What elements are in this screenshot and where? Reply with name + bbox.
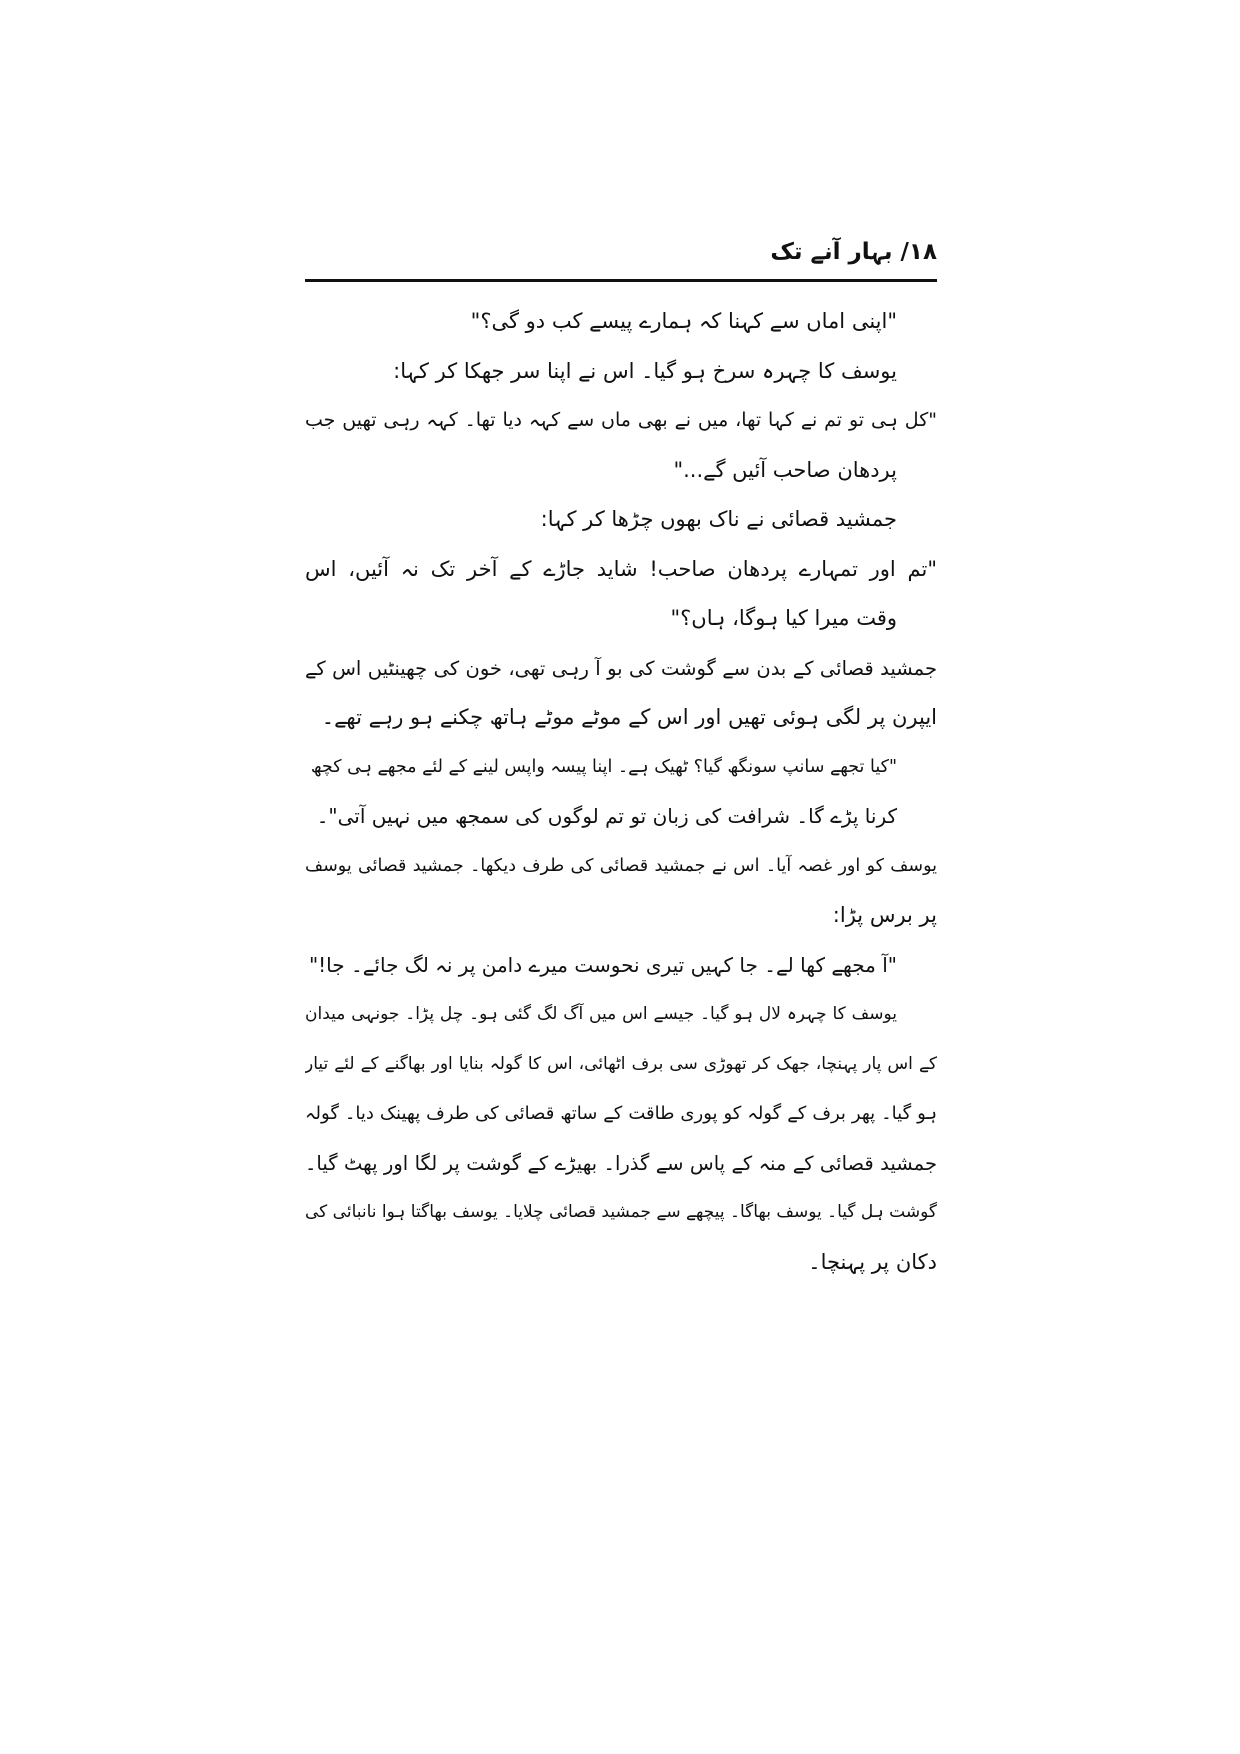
text-line: کے اس پار پہنچا، جھک کر تھوڑی سی برف اٹھائی، اس کا گولہ بنایا اور بھاگنے کے لئے تیار bbox=[305, 1053, 937, 1074]
text-line: گوشت ہل گیا۔ یوسف بھاگا۔ پیچھے سے جمشید قصائی چلایا۔ یوسف بھاگتا ہوا نانبائی کی bbox=[305, 1202, 937, 1222]
text-line: "کیا تجھے سانپ سونگھ گیا؟ ٹھیک ہے۔ اپنا پیسہ واپس لینے کے لئے مجھے ہی کچھ bbox=[310, 756, 897, 777]
running-header: ۱۸/ بہار آنے تک bbox=[770, 239, 937, 265]
text-line: یوسف کا چہرہ لال ہو گیا۔ جیسے اس میں آگ لگ گئی ہو۔ چل پڑا۔ جونہی میدان bbox=[305, 1004, 897, 1024]
text-line: پر برس پڑا: bbox=[832, 903, 937, 927]
text-line: یوسف کو اور غصہ آیا۔ اس نے جمشید قصائی کی طرف دیکھا۔ جمشید قصائی یوسف bbox=[305, 855, 937, 876]
text-line: ایپرن پر لگی ہوئی تھیں اور اس کے موٹے موٹے ہاتھ چکنے ہو رہے تھے۔ bbox=[321, 705, 937, 729]
text-line: کرنا پڑے گا۔ شرافت کی زبان تو تم لوگوں کی سمجھ میں نہیں آتی"۔ bbox=[316, 804, 897, 828]
header-rule bbox=[305, 279, 937, 282]
text-line: جمشید قصائی کے منہ کے پاس سے گذرا۔ بھیڑے کے گوشت پر لگا اور پھٹ گیا۔ bbox=[305, 1151, 937, 1175]
text-line: وقت میرا کیا ہوگا، ہاں؟" bbox=[670, 606, 897, 630]
text-line: دکان پر پہنچا۔ bbox=[808, 1249, 937, 1274]
text-line: "اپنی اماں سے کہنا کہ ہمارے پیسے کب دو گی؟" bbox=[470, 309, 897, 333]
text-line: جمشید قصائی کے بدن سے گوشت کی بو آ رہی تھی، خون کی چھینٹیں اس کے bbox=[305, 656, 937, 680]
text-line: "کل ہی تو تم نے کہا تھا، میں نے بھی ماں سے کہہ دیا تھا۔ کہہ رہی تھیں جب bbox=[305, 409, 937, 431]
text-line: یوسف کا چہرہ سرخ ہو گیا۔ اس نے اپنا سر جھکا کر کہا: bbox=[393, 358, 897, 383]
body-text bbox=[305, 297, 937, 1287]
text-line: ہو گیا۔ پھر برف کے گولہ کو پوری طاقت کے ساتھ قصائی کی طرف پھینک دیا۔ گولہ bbox=[305, 1103, 937, 1124]
text-line: جمشید قصائی نے ناک بھوں چڑھا کر کہا: bbox=[540, 507, 897, 531]
text-line: "آ مجھے کھا لے۔ جا کہیں تیری نحوست میرے دامن پر نہ لگ جائے۔ جا!" bbox=[308, 952, 897, 977]
text-line: "تم اور تمہارے پردھان صاحب! شاید جاڑے کے آخر تک نہ آئیں، اس bbox=[305, 556, 937, 581]
text-line: پردھان صاحب آئیں گے..." bbox=[673, 457, 897, 482]
